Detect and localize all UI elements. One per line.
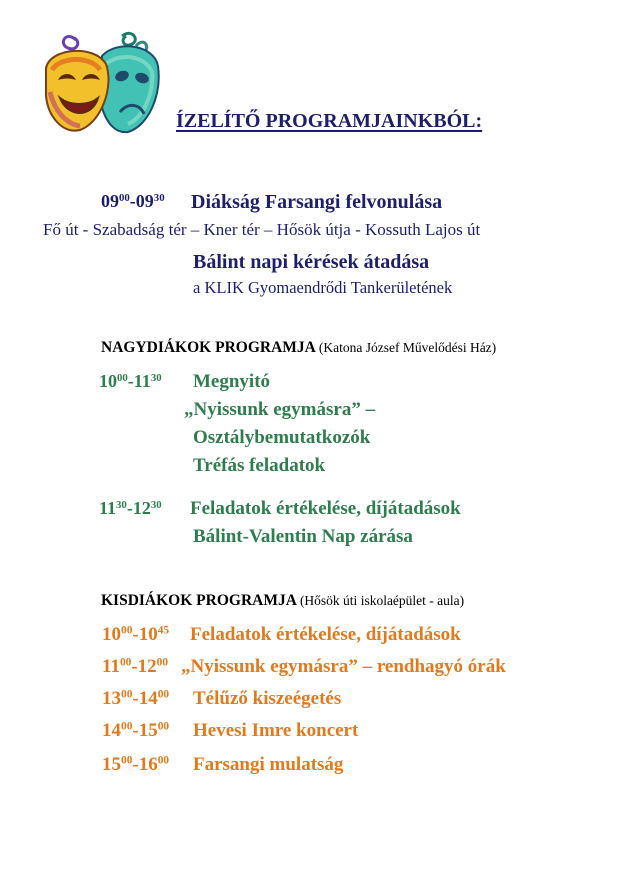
small-item-2-text: „Nyissunk egymásra” – rendhagyó órák bbox=[181, 656, 506, 677]
big-item-1-line-1: Megnyitó bbox=[193, 371, 271, 392]
big-item-2-time: $11^{30}-12^{30}$ bbox=[99, 498, 162, 518]
small-item-4-time: $14^{00}-15^{00}$ bbox=[102, 720, 170, 741]
big-item-2-line-1: Feladatok értékelése, díjátadások bbox=[190, 498, 461, 519]
big-item-2-line-2: Bálint-Valentin Nap zárása bbox=[193, 526, 413, 547]
handover-subtitle: a KLIK Gyomaendrődi Tankerületének bbox=[193, 278, 453, 297]
small-item-5-time: $15^{00}-16^{00}$ bbox=[102, 754, 170, 775]
big-item-1-line-3: Osztálybemutatkozók bbox=[193, 427, 371, 448]
big-students-heading: NAGYDIÁKOK PROGRAMJA (Katona József Művelődési Ház) bbox=[101, 339, 497, 356]
theater-masks-icon bbox=[36, 26, 166, 156]
small-item-3-text: Télűző kiszeégetés bbox=[193, 688, 342, 709]
parade-time: $09^{00}-09^{30}$ bbox=[101, 191, 165, 211]
big-item-1-time: $10^{00}-11^{30}$ bbox=[99, 371, 162, 391]
page-title: ÍZELÍTŐ PROGRAMJAINKBÓL: bbox=[176, 110, 483, 132]
big-item-1-line-2: „Nyissunk egymásra” – bbox=[184, 399, 376, 420]
handover-title: Bálint napi kérések átadása bbox=[193, 251, 430, 273]
small-item-2-time: $11^{00}-12^{00}$ bbox=[102, 656, 169, 677]
small-students-heading: KISDIÁKOK PROGRAMJA (Hősök úti iskolaépület - aula) bbox=[101, 592, 465, 609]
small-item-1-time: $10^{00}-10^{45}$ bbox=[102, 624, 170, 645]
big-item-1-line-4: Tréfás feladatok bbox=[193, 455, 326, 476]
small-item-1-text: Feladatok értékelése, díjátadások bbox=[190, 624, 461, 645]
parade-route: Fő út - Szabadság tér – Kner tér – Hősök útja - Kossuth Lajos út bbox=[43, 220, 481, 239]
small-item-4-text: Hevesi Imre koncert bbox=[193, 720, 359, 741]
small-item-3-time: $13^{00}-14^{00}$ bbox=[102, 688, 170, 709]
parade-title: Diákság Farsangi felvonulása bbox=[191, 191, 443, 213]
small-item-5-text: Farsangi mulatság bbox=[193, 754, 344, 775]
